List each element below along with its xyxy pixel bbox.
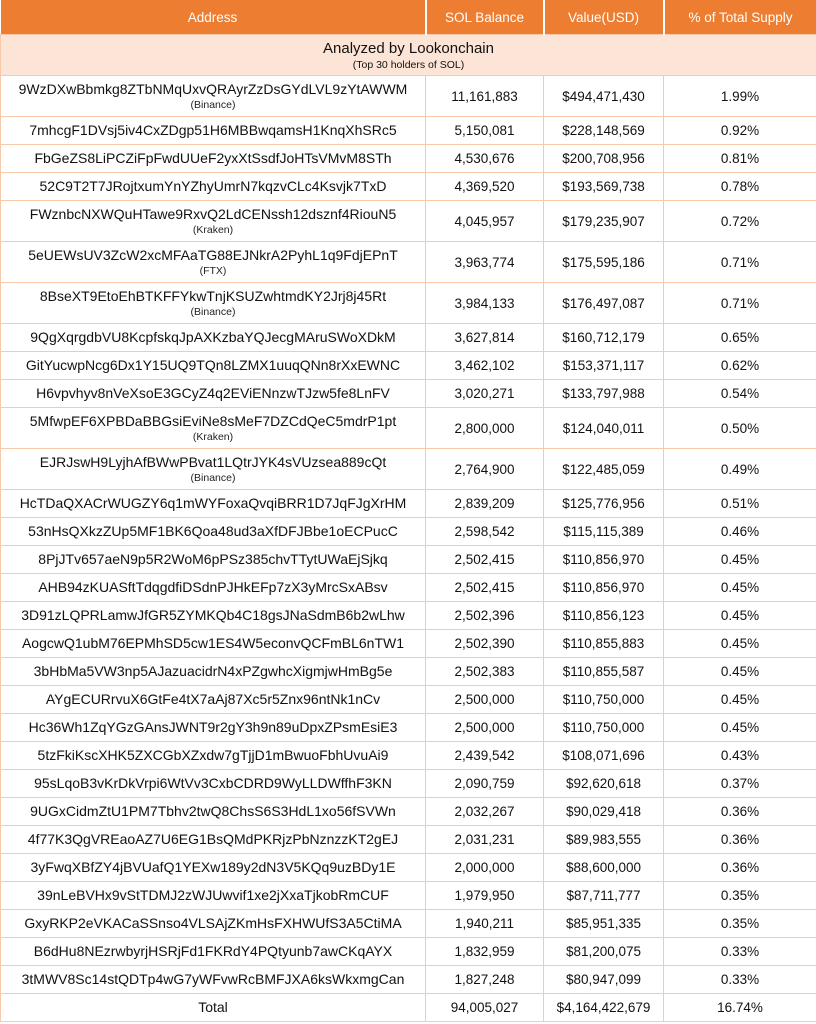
table-row bbox=[1, 201, 816, 242]
sol-balance-cell: 4,530,676 bbox=[426, 145, 544, 173]
percent-cell: 0.45% bbox=[664, 602, 816, 630]
table-row bbox=[1, 770, 816, 798]
sol-balance-cell: 3,020,271 bbox=[426, 380, 544, 408]
percent-cell: 0.72% bbox=[664, 201, 816, 242]
address-cell bbox=[1, 76, 426, 117]
address-cell bbox=[1, 324, 426, 352]
address-text: B6dHu8NEzrwbyrjHSRjFd1FKRdY4PQtyunb7awCKqAYX bbox=[33, 943, 393, 959]
address-cell bbox=[1, 658, 426, 686]
address-cell bbox=[1, 449, 426, 490]
table-row bbox=[1, 574, 816, 602]
percent-cell: 0.71% bbox=[664, 242, 816, 283]
value-usd-cell: $176,497,087 bbox=[544, 283, 664, 324]
percent-cell: 0.36% bbox=[664, 854, 816, 882]
exchange-label: (Binance) bbox=[190, 99, 236, 111]
percent-cell: 0.92% bbox=[664, 117, 816, 145]
value-usd-cell: $110,856,970 bbox=[544, 574, 664, 602]
address-text: 8BseXT9EtoEhBTKFFYkwTnjKSUZwhtmdKY2Jrj8j45Rt bbox=[39, 288, 387, 304]
address-cell bbox=[1, 826, 426, 854]
percent-cell: 0.65% bbox=[664, 324, 816, 352]
sol-balance-cell: 2,764,900 bbox=[426, 449, 544, 490]
percent-cell: 0.71% bbox=[664, 283, 816, 324]
address-text: FbGeZS8LiPCZiFpFwdUUeF2yxXtSsdfJoHTsVMvM8STh bbox=[34, 150, 392, 166]
table-row bbox=[1, 602, 816, 630]
sol-balance-cell: 1,832,959 bbox=[426, 938, 544, 966]
sol-balance-cell: 2,000,000 bbox=[426, 854, 544, 882]
total-label-cell: Total bbox=[1, 994, 426, 1022]
address-cell bbox=[1, 938, 426, 966]
percent-cell: 0.78% bbox=[664, 173, 816, 201]
address-text: 7mhcgF1DVsj5iv4CxZDgp51H6MBBwqamsH1KnqXhSRc5 bbox=[29, 122, 397, 138]
value-usd-cell: $228,148,569 bbox=[544, 117, 664, 145]
value-usd-cell: $85,951,335 bbox=[544, 910, 664, 938]
table-row bbox=[1, 742, 816, 770]
table-row bbox=[1, 938, 816, 966]
sol-balance-cell: 2,502,415 bbox=[426, 546, 544, 574]
percent-cell: 0.81% bbox=[664, 145, 816, 173]
exchange-label: (Kraken) bbox=[192, 431, 234, 443]
total-row bbox=[1, 994, 816, 1022]
sol-balance-cell: 3,627,814 bbox=[426, 324, 544, 352]
subheader-row bbox=[1, 35, 816, 76]
address-text: GitYucwpNcg6Dx1Y15UQ9TQn8LZMX1uuqQNn8rXxEWNC bbox=[25, 357, 401, 373]
sol-balance-cell: 2,439,542 bbox=[426, 742, 544, 770]
address-text: 53nHsQXkzZUp5MF1BK6Qoa48ud3aXfDFJBbe1oECPucC bbox=[28, 523, 398, 539]
percent-cell: 0.45% bbox=[664, 686, 816, 714]
analyzed-by-title: Analyzed by Lookonchain bbox=[323, 40, 494, 57]
table-row bbox=[1, 546, 816, 574]
subheader-cell bbox=[1, 35, 816, 76]
address-text: GxyRKP2eVKACaSSnso4VLSAjZKmHsFXHWUfS3A5CtiMA bbox=[24, 915, 402, 931]
sol-balance-cell: 1,940,211 bbox=[426, 910, 544, 938]
value-usd-cell: $122,485,059 bbox=[544, 449, 664, 490]
address-text: 9QgXqrgdbVU8KcpfskqJpAXKzbaYQJecgMAruSWoXDkM bbox=[30, 329, 396, 345]
column-header-value-usd: Value(USD) bbox=[544, 0, 664, 35]
percent-cell: 0.33% bbox=[664, 966, 816, 994]
table-row bbox=[1, 854, 816, 882]
table-row bbox=[1, 910, 816, 938]
percent-cell: 0.46% bbox=[664, 518, 816, 546]
address-cell bbox=[1, 910, 426, 938]
table-row bbox=[1, 518, 816, 546]
address-text: 3tMWV8Sc14stQDTp4wG7yWFvwRcBMFJXA6ksWkxmgCan bbox=[21, 971, 405, 987]
table-row bbox=[1, 324, 816, 352]
table-row bbox=[1, 283, 816, 324]
address-cell bbox=[1, 201, 426, 242]
address-cell bbox=[1, 966, 426, 994]
address-cell bbox=[1, 352, 426, 380]
sol-balance-cell: 2,500,000 bbox=[426, 714, 544, 742]
sol-balance-cell: 5,150,081 bbox=[426, 117, 544, 145]
address-cell bbox=[1, 686, 426, 714]
total-value-usd-cell: $4,164,422,679 bbox=[544, 994, 664, 1022]
table-row bbox=[1, 117, 816, 145]
column-header-address: Address bbox=[1, 0, 426, 35]
value-usd-cell: $179,235,907 bbox=[544, 201, 664, 242]
sol-balance-cell: 2,032,267 bbox=[426, 798, 544, 826]
value-usd-cell: $81,200,075 bbox=[544, 938, 664, 966]
value-usd-cell: $124,040,011 bbox=[544, 408, 664, 449]
address-cell bbox=[1, 770, 426, 798]
sol-balance-cell: 2,839,209 bbox=[426, 490, 544, 518]
address-text: 3bHbMa5VW3np5AJazuacidrN4xPZgwhcXigmjwHmBg5e bbox=[33, 663, 393, 679]
sol-balance-cell: 2,090,759 bbox=[426, 770, 544, 798]
sol-balance-cell: 2,502,396 bbox=[426, 602, 544, 630]
table-row bbox=[1, 966, 816, 994]
sol-balance-cell: 2,502,415 bbox=[426, 574, 544, 602]
percent-cell: 0.54% bbox=[664, 380, 816, 408]
address-text: 5eUEWsUV3ZcW2xcMFAaTG88EJNkrA2PyhL1q9FdjEPnT bbox=[28, 247, 398, 263]
address-cell bbox=[1, 602, 426, 630]
table-row bbox=[1, 686, 816, 714]
value-usd-cell: $110,856,970 bbox=[544, 546, 664, 574]
value-usd-cell: $133,797,988 bbox=[544, 380, 664, 408]
value-usd-cell: $92,620,618 bbox=[544, 770, 664, 798]
sol-balance-cell: 2,500,000 bbox=[426, 686, 544, 714]
percent-cell: 0.49% bbox=[664, 449, 816, 490]
table-row bbox=[1, 173, 816, 201]
value-usd-cell: $193,569,738 bbox=[544, 173, 664, 201]
value-usd-cell: $110,855,883 bbox=[544, 630, 664, 658]
address-cell bbox=[1, 518, 426, 546]
address-text: 5MfwpEF6XPBDaBBGsiEviNe8sMeF7DZCdQeC5mdrP1pt bbox=[29, 413, 397, 429]
address-cell bbox=[1, 630, 426, 658]
address-cell bbox=[1, 574, 426, 602]
sol-balance-cell: 1,827,248 bbox=[426, 966, 544, 994]
value-usd-cell: $115,115,389 bbox=[544, 518, 664, 546]
table-row bbox=[1, 449, 816, 490]
table-row bbox=[1, 380, 816, 408]
address-text: 95sLqoB3vKrDkVrpi6WtVv3CxbCDRD9WyLLDWffhF3KN bbox=[34, 775, 392, 791]
table-row bbox=[1, 242, 816, 283]
percent-cell: 1.99% bbox=[664, 76, 816, 117]
address-text: Hc36Wh1ZqYGzGAnsJWNT9r2gY3h9n89uDpxZPsmEsiE3 bbox=[28, 719, 398, 735]
table-row bbox=[1, 408, 816, 449]
percent-cell: 0.43% bbox=[664, 742, 816, 770]
percent-cell: 0.35% bbox=[664, 882, 816, 910]
percent-cell: 0.62% bbox=[664, 352, 816, 380]
table-row bbox=[1, 490, 816, 518]
address-text: 5tzFkiKscXHK5ZXCGbXZxdw7gTjjD1mBwuoFbhUvuAi9 bbox=[37, 747, 389, 763]
percent-cell: 0.37% bbox=[664, 770, 816, 798]
exchange-label: (Binance) bbox=[190, 306, 236, 318]
value-usd-cell: $80,947,099 bbox=[544, 966, 664, 994]
percent-cell: 0.36% bbox=[664, 798, 816, 826]
value-usd-cell: $153,371,117 bbox=[544, 352, 664, 380]
table-row bbox=[1, 76, 816, 117]
address-text: 8PjJTv657aeN9p5R2WoM6pPSz385chvTTytUWaEjSjkq bbox=[38, 551, 388, 567]
sol-balance-cell: 1,979,950 bbox=[426, 882, 544, 910]
percent-cell: 0.36% bbox=[664, 826, 816, 854]
value-usd-cell: $110,856,123 bbox=[544, 602, 664, 630]
address-cell bbox=[1, 408, 426, 449]
percent-cell: 0.33% bbox=[664, 938, 816, 966]
percent-cell: 0.45% bbox=[664, 630, 816, 658]
exchange-label: (FTX) bbox=[199, 265, 227, 277]
table-row bbox=[1, 826, 816, 854]
address-text: H6vpvhyv8nVeXsoE3GCyZ4q2EViENnzwTJzw5fe8LnFV bbox=[36, 385, 390, 401]
address-cell bbox=[1, 380, 426, 408]
address-text: 9UGxCidmZtU1PM7Tbhv2twQ8ChsS6S3HdL1xo56fSVWn bbox=[30, 803, 396, 819]
address-text: 52C9T2T7JRojtxumYnYZhyUmrN7kqzvCLc4Ksvjk7TxD bbox=[39, 178, 387, 194]
address-text: EJRJswH9LyjhAfBWwPBvat1LQtrJYK4sVUzsea889cQt bbox=[39, 454, 387, 470]
sol-balance-cell: 2,800,000 bbox=[426, 408, 544, 449]
percent-cell: 0.45% bbox=[664, 574, 816, 602]
total-sol-balance-cell: 94,005,027 bbox=[426, 994, 544, 1022]
percent-cell: 0.45% bbox=[664, 546, 816, 574]
address-text: AYgECURrvuX6GtFe4tX7aAj87Xc5r5Znx96ntNk1nCv bbox=[45, 691, 381, 707]
value-usd-cell: $200,708,956 bbox=[544, 145, 664, 173]
address-text: 9WzDXwBbmkg8ZTbNMqUxvQRAyrZzDsGYdLVL9zYtAWWM bbox=[18, 81, 408, 97]
sol-balance-cell: 4,045,957 bbox=[426, 201, 544, 242]
column-header-sol-balance: SOL Balance bbox=[426, 0, 544, 35]
table-row bbox=[1, 145, 816, 173]
value-usd-cell: $125,776,956 bbox=[544, 490, 664, 518]
address-cell bbox=[1, 742, 426, 770]
sol-balance-cell: 3,984,133 bbox=[426, 283, 544, 324]
percent-cell: 0.45% bbox=[664, 714, 816, 742]
address-text: AHB94zKUASftTdqgdfiDSdnPJHkEFp7zX3yMrcSxABsv bbox=[38, 579, 388, 595]
table-row bbox=[1, 630, 816, 658]
table-row bbox=[1, 714, 816, 742]
address-text: 3D91zLQPRLamwJfGR5ZYMKQb4C18gsJNaSdmB6b2wLhw bbox=[21, 607, 405, 623]
exchange-label: (Kraken) bbox=[192, 224, 234, 236]
address-cell bbox=[1, 854, 426, 882]
address-text: AogcwQ1ubM76EPMhSD5cw1ES4W5econvQCFmBL6nTW1 bbox=[21, 635, 405, 651]
table-row bbox=[1, 882, 816, 910]
percent-cell: 0.50% bbox=[664, 408, 816, 449]
top-30-holders-note: (Top 30 holders of SOL) bbox=[352, 59, 465, 71]
sol-balance-cell: 2,502,383 bbox=[426, 658, 544, 686]
address-text: 39nLeBVHx9vStTDMJ2zWJUwvif1xe2jXxaTjkobRmCUF bbox=[37, 887, 389, 903]
value-usd-cell: $90,029,418 bbox=[544, 798, 664, 826]
sol-balance-cell: 3,963,774 bbox=[426, 242, 544, 283]
header-row bbox=[1, 0, 816, 35]
value-usd-cell: $88,600,000 bbox=[544, 854, 664, 882]
address-cell bbox=[1, 546, 426, 574]
column-header-percent-supply: % of Total Supply bbox=[664, 0, 816, 35]
address-cell bbox=[1, 714, 426, 742]
table-row bbox=[1, 352, 816, 380]
value-usd-cell: $494,471,430 bbox=[544, 76, 664, 117]
sol-balance-cell: 2,598,542 bbox=[426, 518, 544, 546]
value-usd-cell: $175,595,186 bbox=[544, 242, 664, 283]
address-cell bbox=[1, 798, 426, 826]
address-cell bbox=[1, 283, 426, 324]
value-usd-cell: $110,855,587 bbox=[544, 658, 664, 686]
table-row bbox=[1, 798, 816, 826]
value-usd-cell: $160,712,179 bbox=[544, 324, 664, 352]
address-cell bbox=[1, 145, 426, 173]
value-usd-cell: $108,071,696 bbox=[544, 742, 664, 770]
percent-cell: 0.35% bbox=[664, 910, 816, 938]
sol-balance-cell: 2,031,231 bbox=[426, 826, 544, 854]
sol-balance-cell: 2,502,390 bbox=[426, 630, 544, 658]
value-usd-cell: $110,750,000 bbox=[544, 686, 664, 714]
address-cell bbox=[1, 882, 426, 910]
table-body bbox=[1, 76, 816, 994]
exchange-label: (Binance) bbox=[190, 472, 236, 484]
sol-balance-cell: 3,462,102 bbox=[426, 352, 544, 380]
sol-balance-cell: 4,369,520 bbox=[426, 173, 544, 201]
value-usd-cell: $89,983,555 bbox=[544, 826, 664, 854]
address-cell bbox=[1, 173, 426, 201]
address-text: 3yFwqXBfZY4jBVUafQ1YEXw189y2dN3V5KQq9uzBDy1E bbox=[30, 859, 396, 875]
value-usd-cell: $110,750,000 bbox=[544, 714, 664, 742]
address-text: HcTDaQXACrWUGZY6q1mWYFoxaQvqiBRR1D7JqFJgXrHM bbox=[19, 495, 407, 511]
percent-cell: 0.45% bbox=[664, 658, 816, 686]
table-row bbox=[1, 658, 816, 686]
total-percent-cell: 16.74% bbox=[664, 994, 816, 1022]
address-text: FWznbcNXWQuHTawe9RxvQ2LdCENssh12dsznf4RiouN5 bbox=[29, 206, 397, 222]
sol-balance-cell: 11,161,883 bbox=[426, 76, 544, 117]
value-usd-cell: $87,711,777 bbox=[544, 882, 664, 910]
address-text: 4f77K3QgVREaoAZ7U6EG1BsQMdPKRjzPbNznzzKT2gEJ bbox=[27, 831, 399, 847]
address-cell bbox=[1, 117, 426, 145]
percent-cell: 0.51% bbox=[664, 490, 816, 518]
address-cell bbox=[1, 242, 426, 283]
address-cell bbox=[1, 490, 426, 518]
